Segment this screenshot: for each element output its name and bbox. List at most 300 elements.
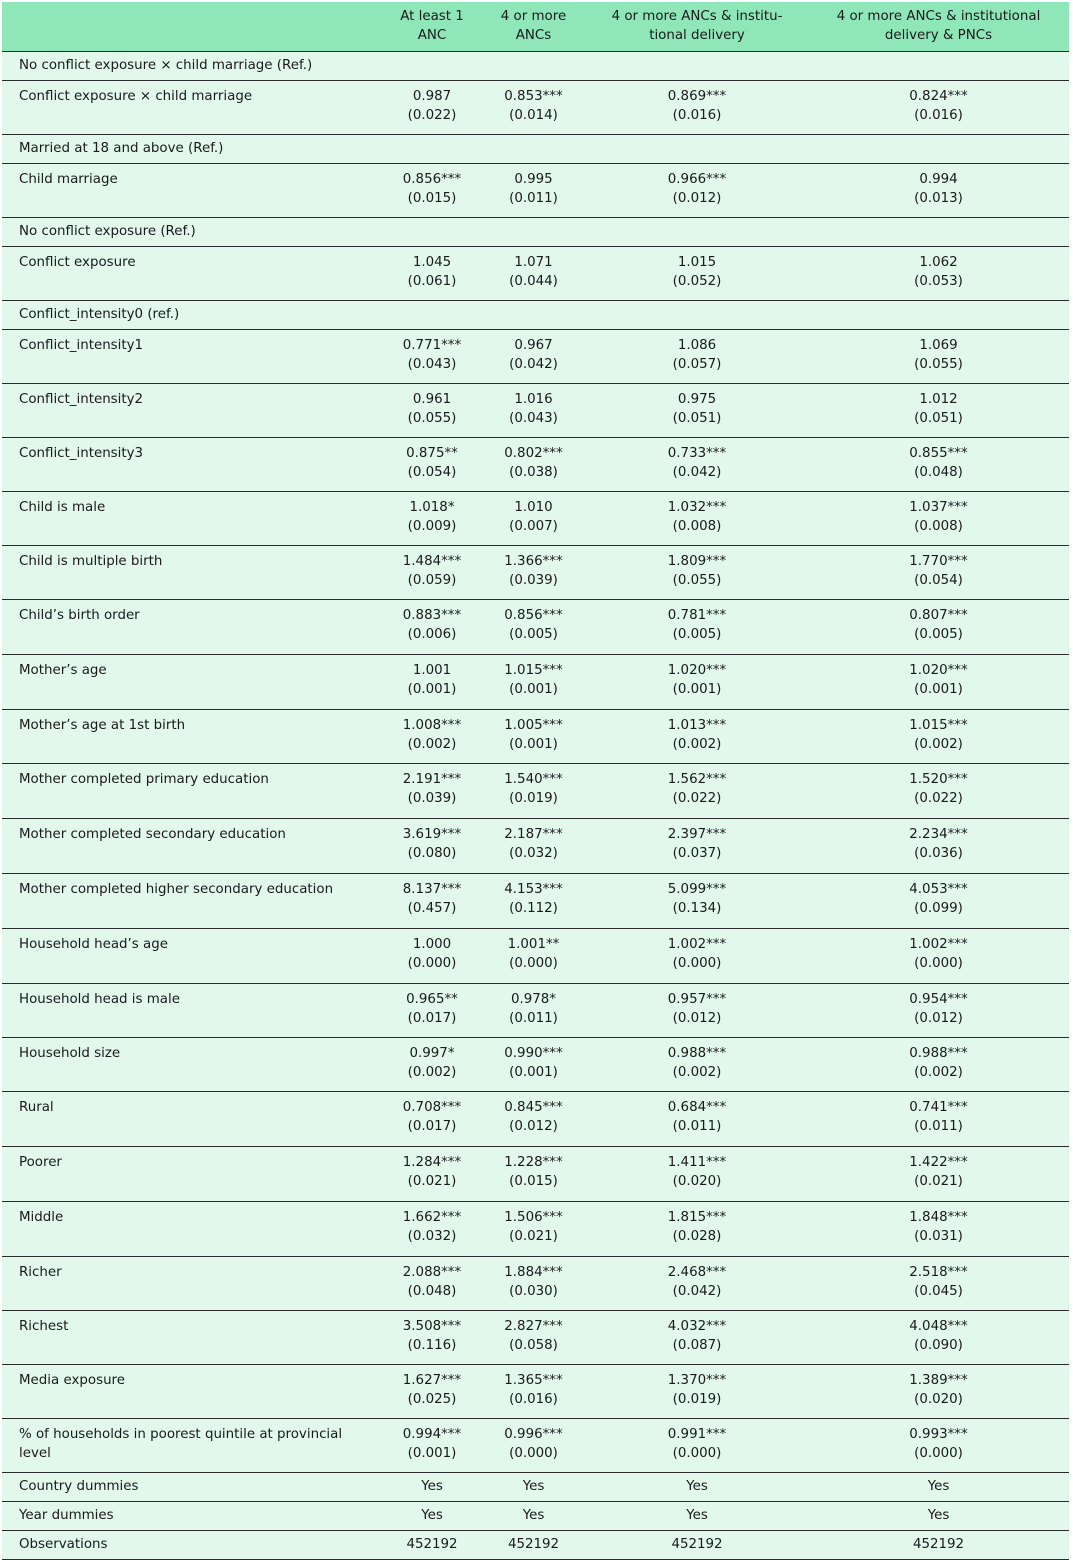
standard-error-value: (0.037) [672, 845, 722, 861]
standard-error-value: (0.028) [672, 1228, 722, 1244]
row-label: Household size [19, 1045, 121, 1061]
standard-error-value: (0.061) [407, 273, 457, 289]
standard-error-value: (0.058) [509, 1337, 558, 1353]
row-label: Child’s birth order [19, 607, 140, 623]
coefficient-value: 5.099*** [667, 881, 727, 897]
coefficient-value: 1.005*** [504, 717, 563, 733]
table-row [2, 80, 1069, 134]
table-cell [383, 545, 481, 599]
table-cell [808, 246, 1069, 300]
table-cell [481, 1256, 586, 1310]
table-cell [383, 1091, 481, 1146]
row-label: Conflict exposure [19, 254, 136, 270]
standard-error-value: (0.042) [672, 1283, 722, 1299]
table-row [2, 300, 1069, 329]
standard-error-value: (0.007) [509, 518, 558, 534]
table-cell [808, 383, 1069, 437]
row-label: Country dummies [19, 1479, 139, 1494]
coefficient-value: 0.954*** [909, 991, 968, 1007]
header-row [2, 2, 1069, 51]
table-cell [808, 1418, 1069, 1472]
table-row [2, 1418, 1069, 1472]
table-row [2, 709, 1069, 763]
standard-error-value: (0.025) [407, 1391, 457, 1407]
coefficient-value: 1.016 [514, 391, 553, 407]
table-cell [586, 709, 808, 763]
row-label: Richest [19, 1318, 69, 1334]
row-label: Conflict exposure × child marriage [19, 88, 253, 104]
coefficient-value: 0.883*** [402, 607, 462, 623]
standard-error-value: (0.055) [407, 410, 457, 426]
standard-error-value: (0.000) [914, 955, 963, 971]
standard-error-value: (0.087) [672, 1337, 722, 1353]
header-cell-at-least-1-anc: At least 1 ANC [400, 9, 464, 44]
standard-error-value: (0.055) [914, 356, 963, 372]
table-row [2, 1037, 1069, 1091]
table-cell [481, 491, 586, 545]
row-label: Poorer [19, 1154, 62, 1170]
table-cell [481, 1501, 586, 1530]
table-cell [586, 1091, 808, 1146]
table-row [2, 217, 1069, 246]
table-cell [586, 163, 808, 217]
table-cell [481, 599, 586, 654]
coefficient-value: 3.508*** [402, 1318, 462, 1334]
table-cell [481, 1146, 586, 1201]
table-row [2, 983, 1069, 1037]
standard-error-value: (0.054) [914, 572, 963, 588]
table-cell [383, 1201, 481, 1256]
coefficient-value: 4.153*** [504, 881, 563, 897]
table-cell [808, 928, 1069, 983]
standard-error-value: (0.016) [914, 107, 963, 123]
coefficient-value: 2.468*** [667, 1264, 727, 1280]
row-label: Media exposure [19, 1372, 126, 1388]
standard-error-value: (0.043) [407, 356, 457, 372]
table-cell [481, 818, 586, 873]
table-cell [383, 329, 481, 383]
row-label: Year dummies [19, 1508, 114, 1523]
coefficient-value: 0.966*** [667, 171, 727, 187]
standard-error-value: (0.001) [407, 681, 457, 697]
coefficient-value: 0.856*** [504, 607, 563, 623]
coefficient-value: 0.995 [514, 171, 553, 187]
coefficient-value: 452192 [671, 1537, 723, 1552]
row-label: Married at 18 and above (Ref.) [19, 141, 224, 156]
table-cell [481, 928, 586, 983]
table-cell [481, 80, 586, 134]
table-cell [586, 383, 808, 437]
coefficient-value: 1.809*** [667, 553, 727, 569]
table-cell [481, 329, 586, 383]
coefficient-value: 1.015 [677, 254, 717, 270]
table-cell [808, 1530, 1069, 1559]
standard-error-value: (0.001) [509, 1064, 558, 1080]
standard-error-value: (0.014) [509, 107, 558, 123]
table-cell [383, 1310, 481, 1364]
standard-error-value: (0.022) [914, 790, 963, 806]
table-cell [586, 1037, 808, 1091]
table-cell [586, 1472, 808, 1501]
standard-error-value: (0.000) [509, 955, 558, 971]
coefficient-value: 2.191*** [402, 771, 462, 787]
table-cell [481, 246, 586, 300]
coefficient-value: 1.662*** [402, 1209, 462, 1225]
standard-error-value: (0.013) [914, 190, 963, 206]
table-row [2, 545, 1069, 599]
table-row [2, 1530, 1069, 1559]
table-row [2, 1501, 1069, 1530]
coefficient-value: 1.008*** [402, 717, 462, 733]
standard-error-value: (0.043) [509, 410, 558, 426]
standard-error-value: (0.039) [509, 572, 558, 588]
table-row [2, 163, 1069, 217]
coefficient-value: 1.562*** [667, 771, 727, 787]
coefficient-value: 0.781*** [667, 607, 727, 623]
table-cell [383, 763, 481, 818]
standard-error-value: (0.017) [407, 1010, 457, 1026]
standard-error-value: (0.036) [914, 845, 963, 861]
table-cell [383, 873, 481, 928]
standard-error-value: (0.001) [509, 681, 558, 697]
table-cell [808, 1364, 1069, 1418]
table-cell [481, 1091, 586, 1146]
table-cell [586, 1310, 808, 1364]
standard-error-value: (0.112) [509, 900, 558, 916]
table-cell [481, 1310, 586, 1364]
coefficient-value: 2.234*** [909, 826, 968, 842]
table-cell [808, 1501, 1069, 1530]
coefficient-value: 0.708*** [402, 1099, 462, 1115]
table-cell [808, 818, 1069, 873]
standard-error-value: (0.011) [509, 1010, 558, 1026]
table-cell [481, 1037, 586, 1091]
header-cell-4-or-more-ancs: 4 or more ANCs [500, 9, 567, 44]
table-cell [808, 80, 1069, 134]
coefficient-value: 2.088*** [402, 1264, 462, 1280]
coefficient-value: Yes [522, 1508, 545, 1523]
standard-error-value: (0.002) [672, 736, 722, 752]
table-cell [586, 1364, 808, 1418]
standard-error-value: (0.052) [672, 273, 722, 289]
table-cell [383, 983, 481, 1037]
table-cell [383, 1037, 481, 1091]
coefficient-value: 0.856*** [402, 171, 462, 187]
coefficient-value: 1.506*** [504, 1209, 563, 1225]
coefficient-value: 0.771*** [402, 337, 462, 353]
coefficient-value: 0.987 [412, 88, 452, 104]
table-cell [383, 383, 481, 437]
table-cell [383, 1472, 481, 1501]
table-cell [481, 763, 586, 818]
standard-error-value: (0.042) [509, 356, 558, 372]
standard-error-value: (0.001) [509, 736, 558, 752]
standard-error-value: (0.020) [672, 1173, 722, 1189]
coefficient-value: 1.815*** [667, 1209, 727, 1225]
standard-error-value: (0.057) [672, 356, 722, 372]
row-label: % of households in poorest quintile at provincial level [19, 1426, 343, 1461]
standard-error-value: (0.090) [914, 1337, 963, 1353]
coefficient-value: 1.228*** [504, 1154, 563, 1170]
table-cell [383, 1501, 481, 1530]
standard-error-value: (0.005) [509, 626, 558, 642]
table-cell [383, 246, 481, 300]
table-cell [808, 545, 1069, 599]
coefficient-value: 0.802*** [504, 445, 563, 461]
table-body [2, 51, 1069, 1559]
table-cell [808, 1146, 1069, 1201]
table-row [2, 329, 1069, 383]
table-cell [481, 163, 586, 217]
coefficient-value: 3.619*** [402, 826, 462, 842]
coefficient-value: 1.422*** [909, 1154, 968, 1170]
coefficient-value: 1.045 [412, 254, 452, 270]
table-row [2, 437, 1069, 491]
table-cell [481, 654, 586, 709]
table-row [2, 763, 1069, 818]
table-cell [481, 1201, 586, 1256]
standard-error-value: (0.012) [914, 1010, 963, 1026]
coefficient-value: 0.853*** [504, 88, 563, 104]
coefficient-value: 1.018* [409, 499, 455, 515]
standard-error-value: (0.011) [672, 1118, 722, 1134]
standard-error-value: (0.048) [914, 464, 963, 480]
row-label: Mother’s age at 1st birth [19, 717, 186, 733]
standard-error-value: (0.000) [509, 1445, 558, 1461]
table-row [2, 383, 1069, 437]
coefficient-value: 0.807*** [909, 607, 968, 623]
standard-error-value: (0.048) [407, 1283, 457, 1299]
standard-error-value: (0.002) [672, 1064, 722, 1080]
table-cell [586, 1530, 808, 1559]
coefficient-value: 2.518*** [909, 1264, 968, 1280]
table-cell [481, 1364, 586, 1418]
table-cell [586, 928, 808, 983]
table-cell [383, 709, 481, 763]
standard-error-value: (0.005) [914, 626, 963, 642]
standard-error-value: (0.021) [407, 1173, 457, 1189]
table-cell [808, 1472, 1069, 1501]
table-cell [808, 437, 1069, 491]
row-label: Conflict_intensity0 (ref.) [19, 307, 180, 322]
row-label: No conflict exposure (Ref.) [19, 224, 196, 239]
coefficient-value: 1.062 [919, 254, 958, 270]
table-row [2, 1091, 1069, 1146]
coefficient-value: 1.001** [507, 936, 560, 952]
header-cell-ancs-delivery-pncs: 4 or more ANCs & institutional delivery & PNCs [836, 9, 1041, 44]
standard-error-value: (0.016) [509, 1391, 558, 1407]
standard-error-value: (0.032) [509, 845, 558, 861]
table-cell [808, 1201, 1069, 1256]
standard-error-value: (0.000) [672, 955, 722, 971]
table-cell [383, 80, 481, 134]
coefficient-value: 8.137*** [402, 881, 462, 897]
table-cell [481, 709, 586, 763]
table-cell [808, 709, 1069, 763]
coefficient-value: 0.978* [510, 991, 557, 1007]
coefficient-value: 1.366*** [504, 553, 563, 569]
coefficient-value: 0.988*** [667, 1045, 727, 1061]
standard-error-value: (0.000) [914, 1445, 963, 1461]
standard-error-value: (0.042) [672, 464, 722, 480]
table-cell [481, 545, 586, 599]
coefficient-value: 1.370*** [667, 1372, 727, 1388]
coefficient-value: 0.855*** [909, 445, 968, 461]
table-cell [808, 163, 1069, 217]
coefficient-value: 0.993*** [909, 1426, 968, 1442]
standard-error-value: (0.011) [509, 190, 558, 206]
coefficient-value: 2.827*** [504, 1318, 563, 1334]
coefficient-value: Yes [421, 1508, 443, 1523]
row-label: Child is multiple birth [19, 553, 163, 569]
table-cell [383, 491, 481, 545]
standard-error-value: (0.457) [407, 900, 457, 916]
table-cell [808, 1037, 1069, 1091]
coefficient-value: 1.086 [677, 337, 717, 353]
standard-error-value: (0.038) [509, 464, 558, 480]
coefficient-value: Yes [686, 1508, 708, 1523]
standard-error-value: (0.001) [672, 681, 722, 697]
standard-error-value: (0.002) [914, 1064, 963, 1080]
table-cell [383, 163, 481, 217]
row-label: Child marriage [19, 171, 118, 187]
coefficient-value: 1.520*** [909, 771, 968, 787]
table-cell [808, 329, 1069, 383]
table-cell [586, 1146, 808, 1201]
coefficient-value: 452192 [912, 1537, 965, 1552]
standard-error-value: (0.116) [407, 1337, 457, 1353]
row-label: Household head is male [19, 991, 180, 1007]
table-cell [586, 1201, 808, 1256]
row-label: Mother’s age [19, 662, 107, 678]
table-cell [586, 1256, 808, 1310]
table-cell [808, 1091, 1069, 1146]
row-label: Richer [19, 1264, 62, 1280]
standard-error-value: (0.001) [914, 681, 963, 697]
regression-table-container [2, 2, 1069, 1560]
coefficient-value: Yes [421, 1479, 443, 1494]
table-cell [383, 928, 481, 983]
coefficient-value: 1.032*** [667, 499, 727, 515]
coefficient-value: 1.015*** [909, 717, 968, 733]
coefficient-value: 0.733*** [667, 445, 727, 461]
standard-error-value: (0.000) [672, 1445, 722, 1461]
table-cell [586, 873, 808, 928]
coefficient-value: Yes [927, 1479, 950, 1494]
coefficient-value: 2.397*** [667, 826, 727, 842]
coefficient-value: 0.869*** [667, 88, 727, 104]
standard-error-value: (0.053) [914, 273, 963, 289]
standard-error-value: (0.006) [407, 626, 457, 642]
standard-error-value: (0.030) [509, 1283, 558, 1299]
table-row [2, 818, 1069, 873]
row-label: Mother completed higher secondary education [19, 881, 334, 897]
table-cell [586, 545, 808, 599]
standard-error-value: (0.032) [407, 1228, 457, 1244]
table-cell [586, 983, 808, 1037]
table-cell [383, 1146, 481, 1201]
coefficient-value: 1.071 [514, 254, 553, 270]
standard-error-value: (0.021) [509, 1228, 558, 1244]
coefficient-value: 1.484*** [402, 553, 462, 569]
coefficient-value: 0.996*** [504, 1426, 563, 1442]
table-cell [481, 1418, 586, 1472]
table-cell [383, 1530, 481, 1559]
table-row [2, 928, 1069, 983]
coefficient-value: 0.967 [514, 337, 553, 353]
coefficient-value: 0.988*** [909, 1045, 968, 1061]
standard-error-value: (0.134) [672, 900, 722, 916]
standard-error-value: (0.000) [407, 955, 457, 971]
table-cell [808, 599, 1069, 654]
table-row [2, 1146, 1069, 1201]
coefficient-value: 0.997* [409, 1045, 455, 1061]
coefficient-value: 1.010 [514, 499, 553, 515]
coefficient-value: 1.037*** [909, 499, 968, 515]
table-cell [481, 983, 586, 1037]
standard-error-value: (0.021) [914, 1173, 963, 1189]
coefficient-value: 1.015*** [504, 662, 563, 678]
coefficient-value: 1.002*** [909, 936, 968, 952]
table-cell [586, 80, 808, 134]
coefficient-value: 0.845*** [504, 1099, 563, 1115]
standard-error-value: (0.020) [914, 1391, 963, 1407]
coefficient-value: Yes [522, 1479, 545, 1494]
standard-error-value: (0.022) [672, 790, 722, 806]
table-cell [383, 1364, 481, 1418]
standard-error-value: (0.008) [672, 518, 722, 534]
row-label: Conflict_intensity1 [19, 337, 144, 353]
coefficient-value: 1.284*** [402, 1154, 462, 1170]
standard-error-value: (0.022) [407, 107, 457, 123]
header-cell-variable [2, 2, 383, 51]
coefficient-value: 1.020*** [667, 662, 727, 678]
standard-error-value: (0.017) [407, 1118, 457, 1134]
standard-error-value: (0.019) [672, 1391, 722, 1407]
standard-error-value: (0.044) [509, 273, 558, 289]
standard-error-value: (0.019) [509, 790, 558, 806]
table-cell [481, 873, 586, 928]
standard-error-value: (0.051) [672, 410, 722, 426]
table-cell [481, 383, 586, 437]
coefficient-value: 0.957*** [667, 991, 727, 1007]
table-cell [586, 246, 808, 300]
table-cell [586, 1418, 808, 1472]
standard-error-value: (0.054) [407, 464, 457, 480]
coefficient-value: 1.069 [919, 337, 958, 353]
coefficient-value: 1.013*** [667, 717, 727, 733]
coefficient-value: Yes [686, 1479, 708, 1494]
row-label: No conflict exposure × child marriage (Ref.) [19, 58, 313, 73]
table-cell [808, 983, 1069, 1037]
row-label: Observations [19, 1537, 108, 1552]
table-cell [383, 437, 481, 491]
table-row [2, 1310, 1069, 1364]
standard-error-value: (0.080) [407, 845, 457, 861]
row-label: Conflict_intensity3 [19, 445, 144, 461]
coefficient-value: 0.975 [677, 391, 717, 407]
table-cell [808, 1256, 1069, 1310]
coefficient-value: 452192 [507, 1537, 560, 1552]
standard-error-value: (0.015) [407, 190, 457, 206]
coefficient-value: 1.848*** [909, 1209, 968, 1225]
coefficient-value: 0.965** [406, 991, 458, 1007]
standard-error-value: (0.012) [672, 1010, 722, 1026]
table-row [2, 599, 1069, 654]
standard-error-value: (0.002) [407, 736, 457, 752]
standard-error-value: (0.039) [407, 790, 457, 806]
table-row [2, 51, 1069, 80]
